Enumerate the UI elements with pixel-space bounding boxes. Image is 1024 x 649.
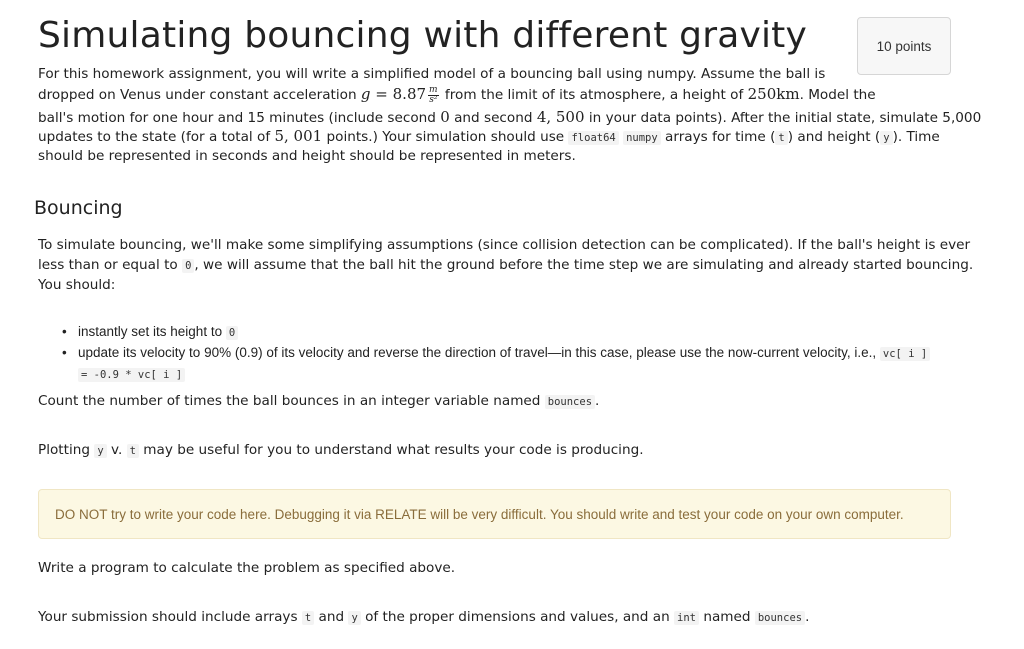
inline-code-zero: 0 xyxy=(182,259,194,273)
count-paragraph: Count the number of times the ball bounces in an integer variable named bounces . xyxy=(38,393,600,409)
points-badge: 10 points xyxy=(857,17,951,75)
inline-code-float64: float64 xyxy=(568,131,618,145)
intro-line-5: should be represented in seconds and height should be represented in meters. xyxy=(38,148,576,164)
bounce-steps-list xyxy=(38,322,958,385)
intro-line-4: updates to the state (for a total of 5, 001 points.) Your simulation should use float64 numpy arrays for time ( t ) and height ( y ). Time xyxy=(38,127,940,145)
inline-code-y: y xyxy=(880,131,892,145)
inline-code-numpy: numpy xyxy=(623,131,661,145)
page-title: Simulating bouncing with different gravity xyxy=(38,15,807,56)
intro-line-1: For this homework assignment, you will write a simplified model of a bouncing ball using numpy. Assume the ball is xyxy=(38,66,826,82)
list-item: • instantly set its height to 0 xyxy=(78,322,958,343)
inline-code-bounces: bounces xyxy=(545,395,595,409)
gravity-symbol: g xyxy=(360,85,371,103)
height-value: 250km xyxy=(747,85,800,103)
bouncing-line-3: You should: xyxy=(38,277,116,293)
bouncing-line-2: less than or equal to 0 , we will assume that the ball hit the ground before the time step we are simulating and already started bouncing. xyxy=(38,257,974,273)
plotting-paragraph: Plotting y v. t may be useful for you to understand what results your code is producing. xyxy=(38,442,644,458)
submission-paragraph: Your submission should include arrays t and y of the proper dimensions and values, and an int named bounces . xyxy=(38,609,810,625)
write-program-paragraph: Write a program to calculate the problem as specified above. xyxy=(38,560,456,576)
list-item: • update its velocity to 90% (0.9) of its velocity and reverse the direction of travel—in this case, please use the now-current velocity, i.e., vc[ i ] = -0.9 * vc[ i ] xyxy=(78,343,958,385)
inline-code-t: t xyxy=(775,131,787,145)
gravity-value: = 8.87 xyxy=(370,85,427,103)
bouncing-line-1: To simulate bouncing, we'll make some simplifying assumptions (since collision detection can be complicated). If the ball's height is ever xyxy=(38,237,971,253)
gravity-unit-fraction: $\frac{m}{\text{s²}}$ xyxy=(429,84,438,105)
section-heading-bouncing: Bouncing xyxy=(34,197,123,219)
intro-line-2: dropped on Venus under constant acceleration g = 8.87 $\frac{m}{\text{s²}}$ from the limit of its atmosphere, a height of 250km. Model the xyxy=(38,84,876,105)
intro-line-3: ball's motion for one hour and 15 minutes (include second 0 and second 4, 500 in your data points). After the initial state, simulate 5,000 xyxy=(38,108,982,126)
warning-alert: DO NOT try to write your code here. Debugging it via RELATE will be very difficult. You should write and test your code on your own computer. xyxy=(38,489,951,539)
